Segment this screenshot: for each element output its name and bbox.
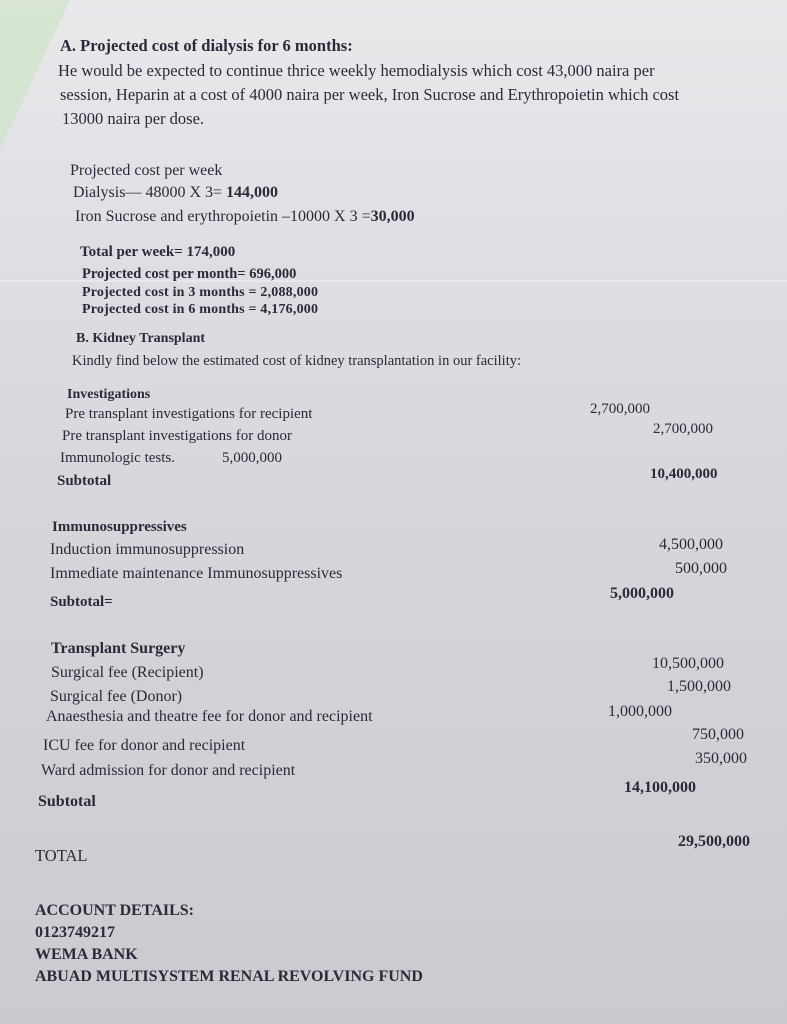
immuno-subtotal-label: Subtotal= [50, 594, 113, 610]
section-a-para-line3: 13000 naira per dose. [62, 109, 205, 128]
account-name: ABUAD MULTISYSTEM RENAL REVOLVING FUND [35, 968, 423, 985]
ward-value: 350,000 [695, 750, 747, 767]
maintenance-label: Immediate maintenance Immunosuppressives [50, 565, 343, 582]
icu-value: 750,000 [692, 726, 744, 743]
bank-name: WEMA BANK [35, 946, 138, 963]
section-b-heading: B. Kidney Transplant [76, 331, 206, 346]
immuno-title: Immunosuppressives [52, 519, 187, 535]
immunologic-tests-value: 5,000,000 [222, 450, 282, 466]
dialysis-value: 144,000 [226, 184, 279, 201]
surgical-donor-value: 1,500,000 [667, 678, 731, 695]
icu-label: ICU fee for donor and recipient [43, 737, 246, 754]
account-heading: ACCOUNT DETAILS: [35, 902, 194, 919]
section-b-intro: Kindly find below the estimated cost of kidney transplantation in our facility: [72, 353, 521, 369]
account-number: 0123749217 [35, 924, 115, 941]
investigations-subtotal-label: Subtotal [57, 473, 112, 489]
investigation-donor-value: 2,700,000 [653, 421, 713, 437]
projected-cost-label: Projected cost per week [70, 162, 223, 179]
projected-3-months: Projected cost in 3 months = 2,088,000 [82, 285, 319, 300]
investigations-subtotal-value: 10,400,000 [650, 466, 718, 482]
surgery-subtotal-label: Subtotal [38, 793, 96, 810]
total-per-week: Total per week= 174,000 [80, 244, 236, 260]
immuno-subtotal-value: 5,000,000 [610, 585, 674, 602]
iron-value: 30,000 [370, 208, 415, 225]
projected-6-months: Projected cost in 6 months = 4,176,000 [82, 302, 319, 317]
induction-label: Induction immunosuppression [50, 541, 245, 558]
iron-prefix: Iron Sucrose and erythropoietin –10000 X 3 = [75, 208, 371, 225]
investigation-donor-label: Pre transplant investigations for donor [62, 428, 292, 444]
investigation-recipient-value: 2,700,000 [590, 401, 650, 417]
projected-per-month: Projected cost per month= 696,000 [82, 266, 297, 282]
dialysis-prefix: Dialysis— 48000 X 3= [73, 184, 227, 201]
investigation-recipient-label: Pre transplant investigations for recipient [65, 406, 313, 422]
investigations-title: Investigations [67, 387, 151, 402]
total-value: 29,500,000 [678, 833, 750, 850]
dialysis-line [73, 184, 278, 202]
section-a-heading: A. Projected cost of dialysis for 6 months: [60, 36, 353, 55]
iron-line [75, 208, 415, 226]
total-label: TOTAL [35, 846, 88, 865]
anaesthesia-value: 1,000,000 [608, 703, 672, 720]
induction-value: 4,500,000 [659, 536, 723, 553]
maintenance-value: 500,000 [675, 560, 727, 577]
ward-label: Ward admission for donor and recipient [41, 762, 296, 779]
surgical-recipient-value: 10,500,000 [652, 655, 724, 672]
surgery-title: Transplant Surgery [51, 640, 186, 657]
anaesthesia-label: Anaesthesia and theatre fee for donor and recipient [46, 708, 373, 725]
section-a-para-line2: session, Heparin at a cost of 4000 naira per week, Iron Sucrose and Erythropoietin which cost [60, 85, 680, 104]
surgical-donor-label: Surgical fee (Donor) [50, 688, 183, 705]
immunologic-tests-label: Immunologic tests. [60, 450, 175, 466]
section-a-para-line1: He would be expected to continue thrice weekly hemodialysis which cost 43,000 naira per [58, 61, 655, 80]
surgical-recipient-label: Surgical fee (Recipient) [51, 664, 204, 681]
surgery-subtotal-value: 14,100,000 [624, 779, 696, 796]
